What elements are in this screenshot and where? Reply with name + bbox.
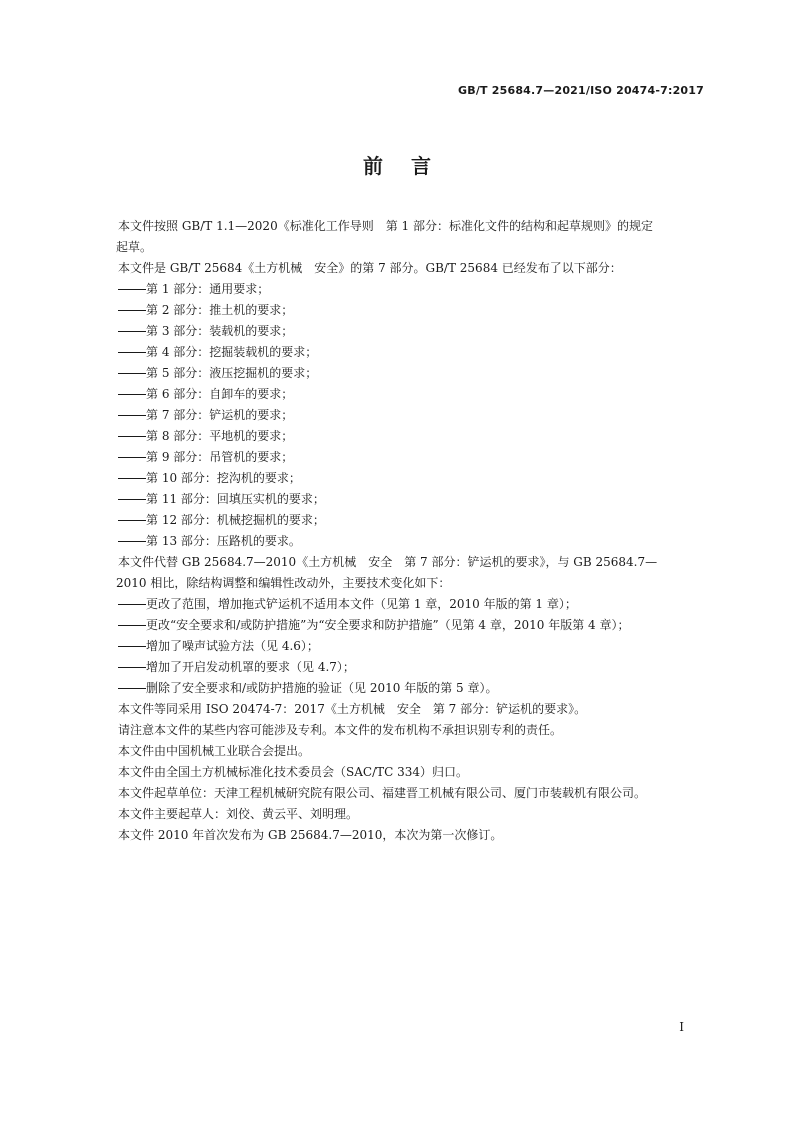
list-item: 第 4 部分：挖掘装载机的要求； bbox=[118, 342, 706, 363]
paragraph-committee: 本文件由全国土方机械标准化技术委员会（SAC/TC 334）归口。 bbox=[118, 765, 469, 779]
list-item: 第 1 部分：通用要求； bbox=[118, 279, 706, 300]
dash-mark bbox=[118, 289, 146, 290]
dash-mark bbox=[118, 331, 146, 332]
list-item: 第 2 部分：推土机的要求； bbox=[118, 300, 706, 321]
paragraph-replaces: 本文件代替 GB 25684.7—2010《土方机械 安全 第 7 部分：铲运机的要求》，与 GB 25684.7— bbox=[118, 555, 658, 569]
dash-mark bbox=[118, 436, 146, 437]
paragraph-patent-notice: 请注意本文件的某些内容可能涉及专利。本文件的发布机构不承担识别专利的责任。 bbox=[118, 723, 563, 737]
list-item: 更改“安全要求和/或防护措施”为“安全要求和防护措施”（见第 4 章，2010 年版第 4 章）； bbox=[118, 615, 706, 636]
paragraph-line-continuation: 2010 相比，除结构调整和编辑性改动外，主要技术变化如下： bbox=[116, 576, 451, 590]
list-item: 第 11 部分：回填压实机的要求； bbox=[118, 489, 706, 510]
paragraph-history: 本文件 2010 年首次发布为 GB 25684.7—2010，本次为第一次修订。 bbox=[118, 828, 503, 842]
list-item: 第 13 部分：压路机的要求。 bbox=[118, 531, 706, 552]
dash-mark bbox=[118, 688, 146, 689]
dash-mark bbox=[118, 373, 146, 374]
page-number: I bbox=[679, 1020, 684, 1034]
list-item: 第 3 部分：装载机的要求； bbox=[118, 321, 706, 342]
dash-mark bbox=[118, 310, 146, 311]
list-item: 第 5 部分：液压挖掘机的要求； bbox=[118, 363, 706, 384]
paragraph-adoption: 本文件等同采用 ISO 20474-7：2017《土方机械 安全 第 7 部分：铲运机的要求》。 bbox=[118, 702, 587, 716]
list-item: 第 8 部分：平地机的要求； bbox=[118, 426, 706, 447]
paragraph-line-continuation: 起草。 bbox=[116, 240, 153, 254]
paragraph-drafting-rules bbox=[118, 216, 706, 237]
list-item: 第 7 部分：铲运机的要求； bbox=[118, 405, 706, 426]
list-item: 第 12 部分：机械挖掘机的要求； bbox=[118, 510, 706, 531]
list-item: 第 9 部分：吊管机的要求； bbox=[118, 447, 706, 468]
list-item: 增加了开启发动机罩的要求（见 4.7）； bbox=[118, 657, 706, 678]
dash-mark bbox=[118, 478, 146, 479]
list-item: 第 10 部分：挖沟机的要求； bbox=[118, 468, 706, 489]
paragraph-proposer: 本文件由中国机械工业联合会提出。 bbox=[118, 744, 311, 758]
dash-mark bbox=[118, 499, 146, 500]
dash-mark bbox=[118, 520, 146, 521]
paragraph-drafting-units: 本文件起草单位：天津工程机械研究院有限公司、福建晋工机械有限公司、厦门市装载机有限公司。 bbox=[118, 786, 647, 800]
list-item: 删除了安全要求和/或防护措施的验证（见 2010 年版的第 5 章）。 bbox=[118, 678, 706, 699]
dash-mark bbox=[118, 646, 146, 647]
list-item: 更改了范围，增加拖式铲运机不适用本文件（见第 1 章，2010 年版的第 1 章）； bbox=[118, 594, 706, 615]
foreword-body bbox=[118, 216, 706, 846]
dash-mark bbox=[118, 667, 146, 668]
paragraph-drafters: 本文件主要起草人：刘佼、黄云平、刘明理。 bbox=[118, 807, 359, 821]
dash-mark bbox=[118, 625, 146, 626]
dash-mark bbox=[118, 541, 146, 542]
dash-mark bbox=[118, 352, 146, 353]
dash-mark bbox=[118, 604, 146, 605]
page-title: 前言 bbox=[363, 154, 459, 178]
list-item: 增加了噪声试验方法（见 4.6）； bbox=[118, 636, 706, 657]
paragraph-line: 本文件按照 GB/T 1.1—2020《标准化工作导则 第 1 部分：标准化文件的结构和起草规则》的规定 bbox=[118, 219, 653, 233]
list-item: 第 6 部分：自卸车的要求； bbox=[118, 384, 706, 405]
dash-mark bbox=[118, 394, 146, 395]
dash-mark bbox=[118, 457, 146, 458]
standard-code-header: GB/T 25684.7—2021/ISO 20474-7:2017 bbox=[458, 84, 704, 97]
dash-mark bbox=[118, 415, 146, 416]
paragraph-series-intro: 本文件是 GB/T 25684《土方机械 安全》的第 7 部分。GB/T 25684 已经发布了以下部分： bbox=[118, 261, 622, 275]
